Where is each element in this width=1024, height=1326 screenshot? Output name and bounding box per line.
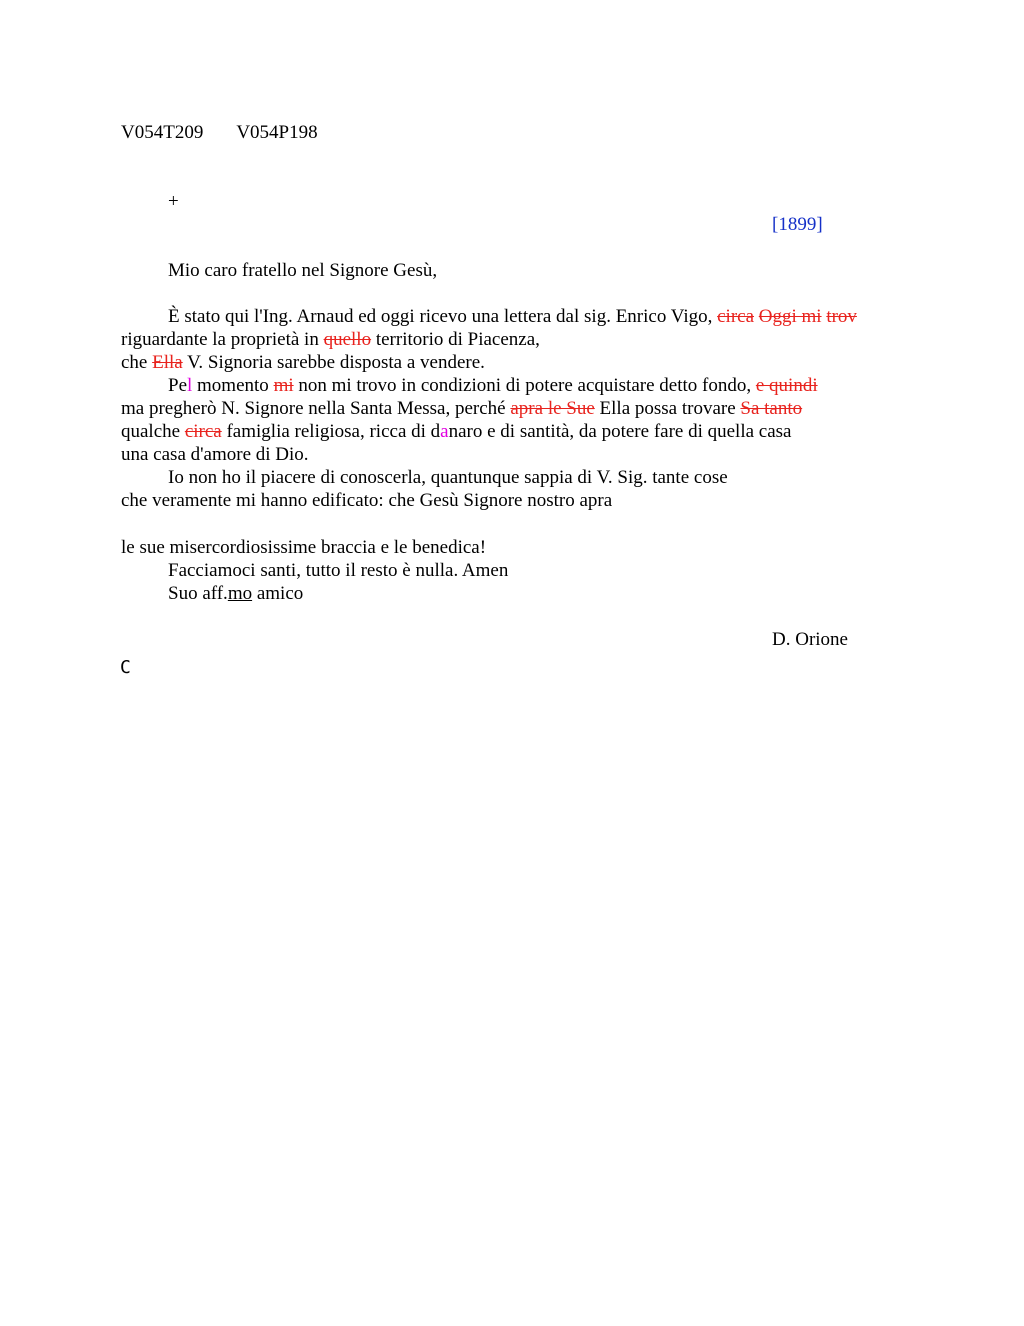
text-segment: Ella possa trovare — [594, 398, 741, 419]
text-segment: Pe — [168, 375, 187, 396]
body-line-8: Io non ho il piacere di conoscerla, quantunque sappia di V. Sig. tante cose — [168, 467, 728, 488]
text-segment: territorio di Piacenza, — [371, 329, 540, 350]
inserted-text: l — [187, 375, 193, 396]
deleted-text: e quindi — [755, 375, 818, 396]
text-segment: amico — [252, 583, 304, 604]
deleted-text: Oggi mi — [758, 306, 822, 327]
deleted-text: Sa tanto — [740, 398, 803, 419]
body-line-2 — [121, 328, 540, 351]
cross-symbol: + — [168, 191, 179, 212]
text-segment: ma pregherò N. Signore nella Santa Messa, perché — [121, 398, 511, 419]
deleted-text: trov — [826, 306, 857, 327]
underlined-abbreviation: mo — [227, 583, 253, 604]
deleted-text: circa — [717, 306, 755, 327]
text-segment: V. Signoria sarebbe disposta a vendere. — [182, 352, 485, 373]
volume-text-code: V054T209 — [121, 122, 204, 143]
text-segment: non mi trovo in condizioni di potere acquistare detto fondo, — [293, 375, 756, 396]
body-line-5 — [121, 397, 802, 420]
date-year: 1899 — [778, 214, 817, 235]
text-segment: momento — [192, 375, 274, 396]
date-close-bracket: ] — [816, 214, 823, 235]
body-line-7: una casa d'amore di Dio. — [121, 444, 309, 465]
text-segment: riguardante la proprietà in — [121, 329, 324, 350]
text-segment: che — [121, 352, 153, 373]
footer-mark: C — [120, 657, 131, 678]
valediction — [168, 582, 303, 605]
body-line-4 — [168, 374, 818, 397]
text-segment: È stato qui l'Ing. Arnaud ed oggi ricevo una lettera dal sig. Enrico Vigo, — [168, 306, 718, 327]
date-open-bracket: [ — [772, 214, 779, 235]
deleted-text: Ella — [152, 352, 183, 373]
greeting: Mio caro fratello nel Signore Gesù, — [168, 260, 438, 281]
text-segment: Suo aff. — [168, 583, 228, 604]
body-line-3 — [121, 351, 485, 374]
body-line-9: che veramente mi hanno edificato: che Gesù Signore nostro apra — [121, 490, 613, 511]
deleted-text: circa — [184, 421, 222, 442]
text-segment: naro e di santità, da potere fare di quella casa — [448, 421, 792, 442]
header-codes — [121, 121, 318, 144]
body-line-10: le sue misercordiosissime braccia e le benedica! — [121, 537, 487, 558]
deleted-text: mi — [273, 375, 294, 396]
closing-line: Facciamoci santi, tutto il resto è nulla. Amen — [168, 560, 509, 581]
text-segment: qualche — [121, 421, 185, 442]
deleted-text: quello — [323, 329, 372, 350]
signature: D. Orione — [772, 629, 848, 650]
body-line-6 — [121, 420, 791, 443]
body-line-1 — [168, 305, 857, 328]
letter-date — [772, 213, 823, 236]
text-segment: famiglia religiosa, ricca di d — [221, 421, 441, 442]
volume-page-code: V054P198 — [236, 122, 318, 143]
deleted-text: apra le Sue — [510, 398, 595, 419]
inserted-text: a — [440, 421, 449, 442]
